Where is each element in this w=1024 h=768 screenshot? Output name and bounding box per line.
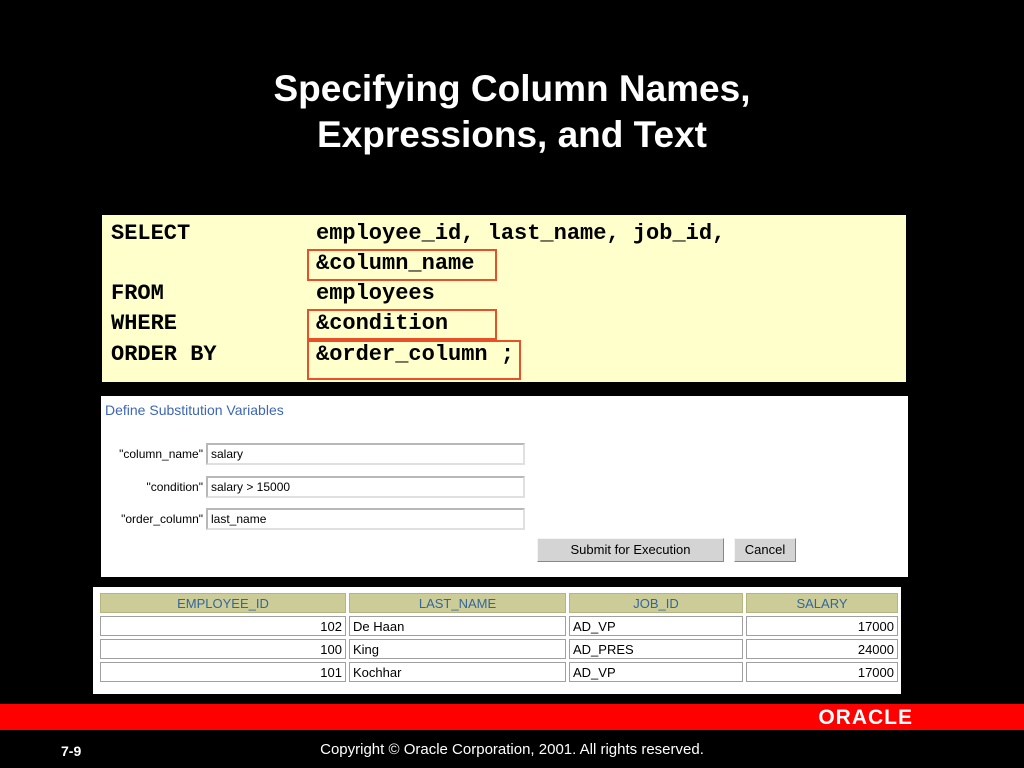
sql-line-order-by (111, 340, 515, 370)
sql-keyword: SELECT (111, 221, 191, 246)
salary-cell: 17000 (746, 616, 898, 636)
column-name-label: "column_name" (119, 447, 203, 461)
sql-line-from (111, 279, 435, 309)
salary-cell: 17000 (746, 662, 898, 682)
dialog-title: Define Substitution Variables (105, 402, 284, 418)
last-name-cell: Kochhar (349, 662, 566, 682)
sql-line-column-name (111, 249, 475, 279)
sql-keyword: WHERE (111, 311, 178, 336)
slide-title-line-2: Expressions, and Text (317, 114, 707, 155)
employee-id-cell: 101 (100, 662, 346, 682)
sql-keyword: ORDER BY (111, 342, 217, 367)
slide-title-line-1: Specifying Column Names, (273, 68, 751, 109)
sql-value: employees (316, 281, 435, 306)
condition-input[interactable] (206, 476, 525, 498)
table-header-row (100, 593, 898, 613)
sql-statement-box (102, 215, 906, 382)
sql-line-where (111, 309, 449, 339)
results-table (97, 590, 901, 685)
employee-id-cell: 100 (100, 639, 346, 659)
cancel-button[interactable]: Cancel (734, 538, 796, 562)
table-row (100, 616, 898, 636)
condition-label: "condition" (146, 480, 203, 494)
order-column-label: "order_column" (121, 512, 203, 526)
job-id-cell: AD_VP (569, 616, 743, 636)
sql-value: &order_column ; (316, 342, 515, 367)
copyright-notice: Copyright © Oracle Corporation, 2001. All rights reserved. (320, 741, 704, 758)
salary-cell: 24000 (746, 639, 898, 659)
order-column-input[interactable] (206, 508, 525, 530)
column-header-job-id: JOB_ID (569, 593, 743, 613)
column-name-input[interactable] (206, 443, 525, 465)
job-id-cell: AD_VP (569, 662, 743, 682)
footer-bar (0, 704, 1024, 730)
submit-for-execution-button[interactable]: Submit for Execution (537, 538, 724, 562)
substitution-variables-dialog (101, 396, 908, 577)
sql-value: employee_id, last_name, job_id, (316, 221, 726, 246)
employee-id-cell: 102 (100, 616, 346, 636)
job-id-cell: AD_PRES (569, 639, 743, 659)
oracle-logo: ORACLE (818, 706, 913, 729)
last-name-cell: De Haan (349, 616, 566, 636)
column-header-employee-id: EMPLOYEE_ID (100, 593, 346, 613)
sql-value: &condition (316, 311, 449, 336)
slide-title (0, 66, 1024, 158)
sql-line-select (111, 219, 726, 249)
column-header-salary: SALARY (746, 593, 898, 613)
column-header-last-name: LAST_NAME (349, 593, 566, 613)
table-row (100, 639, 898, 659)
query-results (93, 587, 901, 694)
table-row (100, 662, 898, 682)
page-number: 7-9 (61, 743, 82, 759)
last-name-cell: King (349, 639, 566, 659)
sql-keyword: FROM (111, 281, 164, 306)
sql-value: &column_name (316, 251, 475, 276)
